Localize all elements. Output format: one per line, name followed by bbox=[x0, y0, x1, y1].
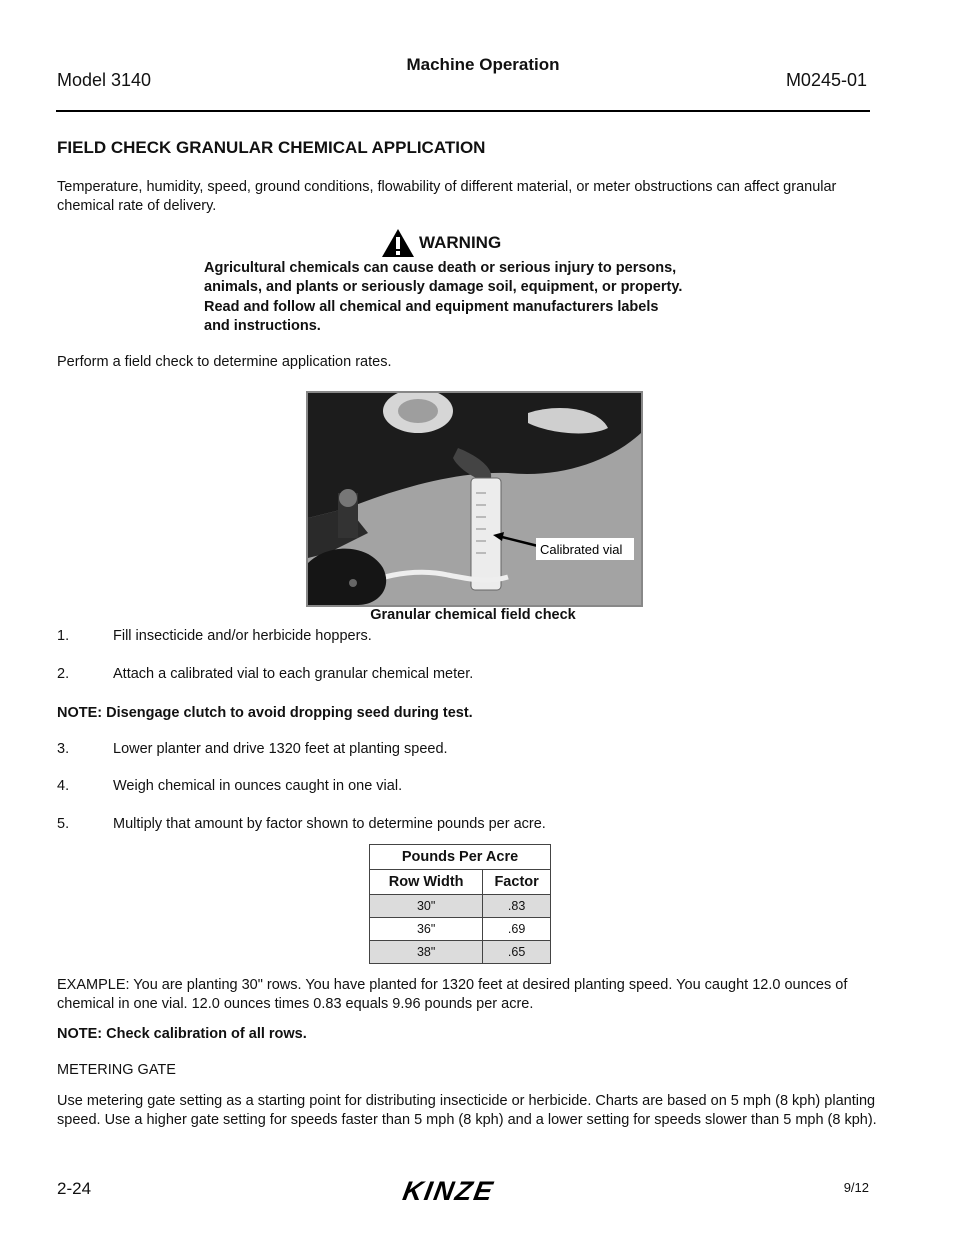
step-text: Fill insecticide and/or herbicide hoppers. bbox=[113, 628, 372, 644]
table-cell-row-width: 30" bbox=[370, 895, 483, 918]
note-check-rows: NOTE: Check calibration of all rows. bbox=[57, 1026, 307, 1042]
warning-triangle-icon bbox=[381, 228, 415, 258]
table-row bbox=[370, 941, 551, 964]
header-divider bbox=[56, 110, 870, 112]
section-title: FIELD CHECK GRANULAR CHEMICAL APPLICATION bbox=[57, 138, 486, 157]
table-cell-row-width: 36" bbox=[370, 918, 483, 941]
warning-text bbox=[204, 259, 744, 336]
kinze-logo-text: KINZE bbox=[402, 1175, 497, 1205]
header-doc-number: M0245-01 bbox=[785, 70, 867, 90]
table-cell-row-width: 38" bbox=[370, 941, 483, 964]
kinze-logo bbox=[402, 1175, 524, 1210]
step-number: 2. bbox=[57, 666, 70, 682]
field-check-photo bbox=[306, 391, 643, 607]
header-model: Model 3140 bbox=[57, 70, 152, 90]
table-row bbox=[370, 918, 551, 941]
step-text: Lower planter and drive 1320 feet at planting speed. bbox=[113, 741, 448, 757]
figure-caption: Granular chemical field check bbox=[370, 607, 576, 623]
photo-illustration bbox=[308, 393, 641, 605]
warning-line: Read and follow all chemical and equipment manufacturers labels bbox=[204, 298, 659, 315]
note-clutch: NOTE: Disengage clutch to avoid dropping seed during test. bbox=[57, 705, 473, 721]
step-text: Attach a calibrated vial to each granular chemical meter. bbox=[113, 666, 474, 682]
warning-heading bbox=[381, 228, 501, 258]
perform-instruction: Perform a field check to determine application rates. bbox=[57, 354, 392, 370]
warning-line: animals, and plants or seriously damage soil, equipment, or property. bbox=[204, 279, 683, 296]
step-number: 3. bbox=[57, 741, 70, 757]
page-number: 2-24 bbox=[57, 1179, 92, 1198]
table-cell-factor: .83 bbox=[483, 895, 551, 918]
table-row bbox=[370, 895, 551, 918]
warning-line: and instructions. bbox=[204, 317, 321, 334]
warning-title: WARNING bbox=[419, 233, 502, 252]
metering-gate-paragraph: Use metering gate setting as a starting point for distributing insecticide or herbicide. Charts are based on 5 mph (8 kph) planting speed. Use a higher gate setting for speeds faster than 5 mph (8 kph) and a lower setting for speeds slower than 5 mph (8 kph). bbox=[57, 1093, 877, 1128]
intro-paragraph: Temperature, humidity, speed, ground conditions, flowability of different material, or meter obstructions can affect granular chemical rate of delivery. bbox=[57, 179, 837, 214]
step-number: 4. bbox=[57, 778, 70, 794]
table-title: Pounds Per Acre bbox=[370, 845, 551, 870]
table-cell-factor: .69 bbox=[483, 918, 551, 941]
step-text: Multiply that amount by factor shown to determine pounds per acre. bbox=[113, 816, 546, 832]
step-number: 5. bbox=[57, 816, 70, 832]
header-section-title: Machine Operation bbox=[406, 55, 560, 74]
step-text: Weigh chemical in ounces caught in one vial. bbox=[113, 778, 403, 794]
example-paragraph: EXAMPLE: You are planting 30" rows. You have planted for 1320 feet at desired planting speed. You caught 12.0 ounces of chemical in one vial. 12.0 ounces times 0.83 equals 9.96 pounds per acre. bbox=[57, 977, 848, 1012]
metering-gate-heading: METERING GATE bbox=[57, 1062, 176, 1078]
photo-callout-label: Calibrated vial bbox=[540, 542, 623, 557]
pounds-per-acre-table bbox=[369, 844, 551, 964]
table-header-row-width: Row Width bbox=[370, 870, 483, 895]
warning-line: Agricultural chemicals can cause death or serious injury to persons, bbox=[204, 260, 677, 276]
step-number: 1. bbox=[57, 628, 70, 644]
revision-date: 9/12 bbox=[843, 1180, 869, 1195]
table-cell-factor: .65 bbox=[483, 941, 551, 964]
table-header-factor: Factor bbox=[483, 870, 551, 895]
